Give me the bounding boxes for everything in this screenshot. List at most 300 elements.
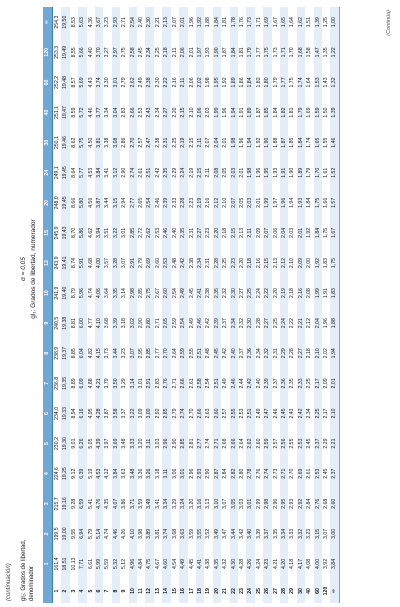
- column-header: 6: [43, 398, 53, 428]
- table-cell: 8,89: [70, 378, 77, 389]
- row-header-cell: 25: [255, 588, 262, 594]
- table-cell: 224,6: [54, 467, 60, 481]
- table-cell: 1,85: [263, 98, 271, 128]
- table-cell: 1,98: [246, 158, 254, 188]
- table-cell: 1,69: [306, 107, 313, 118]
- table-cell: 1,98: [205, 77, 212, 88]
- table-cell: 1,50: [323, 107, 329, 118]
- table-cell: 5,99: [95, 549, 103, 579]
- table-cell: 3,69: [112, 429, 120, 459]
- table-cell: 2,30: [246, 308, 254, 338]
- table-cell: 3,23: [306, 528, 313, 539]
- table-cell: 19,35: [61, 368, 69, 398]
- table-cell: 2,01: [238, 167, 245, 178]
- table-cell: 4,77: [87, 318, 94, 329]
- table-cell: 2,75: [121, 47, 128, 58]
- table-cell: 2,16: [171, 77, 178, 88]
- table-cell: 3,05: [230, 489, 238, 519]
- table-cell: 240,5: [54, 316, 60, 330]
- table-cell: 3,07: [129, 338, 137, 368]
- table-cell: 2,66: [230, 429, 238, 459]
- table-cell: 2,54: [129, 7, 137, 37]
- table-row: [204, 7, 212, 603]
- table-cell: 2,42: [297, 398, 305, 428]
- table-cell: 3,84: [112, 459, 120, 489]
- column-header: 12: [43, 248, 53, 278]
- table-cell: 234,0: [54, 407, 60, 420]
- table-cell: 2,78: [246, 459, 254, 489]
- table-cell: 2,09: [323, 378, 329, 389]
- table-cell: 2,85: [179, 429, 187, 459]
- table-cell: 2,79: [171, 408, 178, 419]
- table-cell: 19,48: [61, 67, 69, 97]
- table-cell: 19,16: [61, 489, 69, 519]
- table-cell: 2,85: [138, 288, 145, 299]
- table-cell: 2,45: [306, 438, 313, 449]
- table-row: [272, 7, 280, 603]
- table-cell: 4,74: [87, 288, 94, 299]
- column-header: 20: [43, 188, 53, 218]
- table-cell: 2,11: [196, 128, 204, 158]
- table-cell: 2,28: [179, 188, 187, 218]
- table-cell: 2,01: [330, 368, 339, 398]
- table-cell: 5,72: [78, 98, 86, 128]
- table-cell: 2,11: [179, 67, 187, 97]
- table-cell: 5,80: [78, 188, 86, 218]
- table-cell: 249,1: [54, 166, 60, 180]
- table-cell: 3,07: [121, 257, 128, 269]
- table-cell: 2,29: [280, 338, 288, 368]
- df-denominator-heading: gl₂: Grados de libertad, denominador: [21, 539, 35, 601]
- table-cell: 1,92: [255, 137, 262, 148]
- table-cell: 1,95: [263, 158, 271, 188]
- table-cell: 2,53: [314, 459, 322, 489]
- table-cell: 2,38: [205, 288, 212, 299]
- table-cell: 2,46: [272, 408, 279, 419]
- table-cell: 2,90: [171, 438, 178, 449]
- table-cell: 2,27: [196, 218, 204, 248]
- continued-note: (continuación): [6, 563, 12, 601]
- row-header-cell: 120: [323, 586, 329, 596]
- table-cell: 2,91: [145, 368, 153, 398]
- table-cell: 3,09: [138, 408, 145, 419]
- table-cell: 5,63: [78, 7, 86, 37]
- table-cell: 1,69: [263, 7, 271, 37]
- table-cell: 3,71: [129, 489, 137, 519]
- table-cell: 1,99: [314, 278, 322, 308]
- table-cell: 4,07: [112, 489, 120, 519]
- table-cell: 252,2: [54, 75, 60, 89]
- row-header-cell: 29: [289, 588, 296, 594]
- table-cell: 4,74: [104, 528, 111, 539]
- table-cell: 2,01: [222, 137, 229, 148]
- table-cell: 2,46: [196, 308, 204, 338]
- table-cell: 3,22: [112, 218, 120, 248]
- row-header-cell: 23: [238, 588, 245, 594]
- table-cell: 2,23: [188, 197, 195, 208]
- table-cell: 2,43: [145, 98, 153, 128]
- table-cell: 2,25: [246, 278, 254, 308]
- table-cell: 2,85: [145, 338, 153, 368]
- table-cell: 2,08: [213, 158, 221, 188]
- table-row: [162, 7, 170, 603]
- table-cell: 1,99: [213, 98, 221, 128]
- table-cell: 2,02: [323, 348, 329, 359]
- table-cell: 1,39: [314, 7, 322, 37]
- table-cell: 2,90: [205, 468, 212, 479]
- column-header: 10: [43, 278, 53, 308]
- row-header-cell: 21: [222, 588, 229, 594]
- table-cell: 1,92: [306, 227, 313, 238]
- row-header-cell: 3: [70, 589, 77, 593]
- table-cell: 1,66: [323, 197, 329, 208]
- table-cell: 1,64: [289, 17, 296, 28]
- table-cell: 8,81: [70, 318, 77, 329]
- table-cell: 2,06: [188, 77, 195, 88]
- table-cell: 2,32: [238, 318, 245, 329]
- table-row: [129, 7, 137, 603]
- table-row: [61, 7, 69, 603]
- table-cell: 2,95: [280, 489, 288, 519]
- table-cell: 2,65: [162, 308, 170, 338]
- table-cell: 2,74: [205, 438, 212, 449]
- table-cell: 2,24: [280, 308, 288, 338]
- table-cell: 3,15: [314, 519, 322, 549]
- table-row: [238, 7, 246, 603]
- table-cell: 241,9: [54, 286, 60, 300]
- table-row: [112, 7, 120, 603]
- table-cell: 2,19: [188, 167, 195, 178]
- table-cell: 4,35: [104, 498, 111, 509]
- table-cell: 1,83: [323, 257, 329, 269]
- row-header-cell: 14: [162, 579, 170, 603]
- table-cell: 3,50: [112, 368, 120, 398]
- table-cell: 1,71: [255, 17, 262, 28]
- table-cell: 2,24: [179, 158, 187, 188]
- table-cell: 2,25: [306, 378, 313, 389]
- table-cell: 1,98: [230, 128, 238, 158]
- table-cell: 2,10: [222, 197, 229, 208]
- table-cell: 3,03: [238, 498, 245, 509]
- column-header: ∞: [43, 7, 53, 37]
- table-cell: 1,91: [323, 288, 329, 299]
- table-cell: 2,44: [238, 378, 245, 389]
- table-cell: 1,95: [213, 67, 221, 97]
- table-cell: 2,32: [263, 338, 271, 368]
- table-cell: 2,54: [145, 188, 153, 218]
- table-cell: 4,26: [246, 549, 254, 579]
- table-cell: 5,14: [95, 519, 103, 549]
- table-cell: 3,48: [129, 459, 137, 489]
- table-cell: 3,34: [104, 107, 111, 118]
- table-cell: 238,9: [54, 346, 60, 360]
- table-cell: 2,34: [230, 308, 238, 338]
- table-cell: 3,51: [104, 227, 111, 238]
- table-row: [87, 7, 95, 603]
- table-cell: 1,93: [272, 167, 279, 178]
- table-cell: 2,31: [205, 257, 212, 269]
- table-cell: 4,21: [95, 368, 103, 398]
- table-cell: 1,46: [330, 128, 339, 158]
- row-header-cell: 24: [246, 579, 254, 603]
- table-cell: 2,39: [162, 188, 170, 218]
- table-cell: 8,62: [70, 137, 77, 148]
- table-cell: 3,38: [104, 137, 111, 148]
- table-cell: 3,08: [112, 128, 120, 158]
- table-cell: 3,15: [112, 188, 120, 218]
- table-cell: 2,79: [138, 257, 145, 269]
- table-cell: 2,18: [162, 37, 170, 67]
- table-cell: 2,76: [162, 368, 170, 398]
- row-header-cell: 28: [280, 579, 288, 603]
- table-row: [120, 7, 128, 603]
- table-cell: 2,98: [129, 278, 137, 308]
- table-cell: 1,68: [297, 37, 305, 67]
- table-cell: 2,68: [323, 498, 329, 509]
- table-cell: 3,23: [121, 348, 128, 359]
- column-header: 40: [43, 98, 53, 128]
- table-cell: 8,70: [70, 227, 77, 238]
- table-cell: 2,27: [263, 308, 271, 338]
- table-cell: 2,42: [222, 348, 229, 359]
- table-cell: 2,92: [154, 408, 161, 419]
- column-header: 30: [43, 128, 53, 158]
- table-cell: 4,76: [95, 489, 103, 519]
- table-cell: 2,03: [205, 107, 212, 118]
- table-cell: 3,68: [171, 528, 178, 539]
- table-cell: 2,61: [138, 167, 145, 178]
- df-numerator-heading: gl₁: Grados de libertad, numerador: [30, 219, 37, 319]
- table-cell: 2,47: [145, 128, 153, 158]
- table-cell: 1,35: [323, 47, 329, 58]
- table-cell: 1,52: [330, 158, 339, 188]
- table-cell: 2,74: [263, 459, 271, 489]
- table-cell: 4,10: [95, 308, 103, 338]
- table-cell: 2,66: [129, 98, 137, 128]
- table-cell: 2,04: [314, 308, 322, 338]
- table-cell: 2,25: [272, 318, 279, 329]
- table-cell: 215,7: [54, 497, 60, 511]
- table-cell: 6,00: [78, 308, 86, 338]
- table-cell: 1,84: [246, 67, 254, 97]
- table-cell: 1,79: [306, 167, 313, 178]
- table-cell: 2,83: [121, 107, 128, 118]
- table-cell: 19,45: [61, 158, 69, 188]
- table-row: [171, 7, 179, 603]
- table-cell: 4,35: [213, 549, 221, 579]
- table-cell: 2,42: [205, 318, 212, 329]
- table-cell: 2,42: [179, 248, 187, 278]
- table-cell: 2,53: [297, 429, 305, 459]
- table-cell: 2,35: [162, 158, 170, 188]
- row-header-cell: 5: [87, 589, 94, 593]
- table-cell: 2,53: [154, 227, 161, 238]
- table-cell: 2,01: [179, 7, 187, 37]
- table-cell: 1,00: [330, 7, 339, 37]
- table-cell: 3,37: [263, 519, 271, 549]
- table-cell: 2,23: [230, 248, 238, 278]
- table-cell: 2,76: [255, 468, 262, 479]
- table-cell: 3,81: [95, 128, 103, 158]
- table-cell: 2,96: [162, 429, 170, 459]
- table-cell: 3,01: [179, 459, 187, 489]
- table-cell: 3,14: [129, 368, 137, 398]
- table-row: [213, 7, 221, 603]
- column-header: 2: [43, 519, 53, 549]
- table-cell: 4,26: [121, 528, 128, 539]
- table-cell: 2,57: [222, 408, 229, 419]
- table-cell: 2,49: [222, 378, 229, 389]
- table-cell: 250,1: [54, 136, 60, 150]
- table-cell: 1,89: [246, 98, 254, 128]
- table-cell: 1,96: [280, 188, 288, 218]
- table-cell: 3,74: [95, 67, 103, 97]
- table-cell: 161,4: [54, 557, 60, 571]
- table-cell: 3,33: [129, 429, 137, 459]
- table-cell: 2,71: [121, 17, 128, 28]
- table-cell: 19,25: [61, 459, 69, 489]
- table-cell: 1,73: [246, 7, 254, 37]
- table-cell: 2,54: [205, 378, 212, 389]
- table-cell: 4,82: [87, 348, 94, 359]
- table-cell: 2,13: [272, 257, 279, 269]
- table-cell: 2,64: [238, 438, 245, 449]
- table-cell: 4,41: [196, 549, 204, 579]
- table-cell: 248,0: [54, 196, 60, 210]
- table-cell: 3,84: [330, 549, 339, 579]
- table-cell: 2,76: [314, 489, 322, 519]
- row-header-cell: 40: [306, 588, 313, 594]
- table-cell: 3,20: [188, 498, 195, 509]
- table-cell: 3,98: [138, 528, 145, 539]
- row-header-cell: 12: [145, 579, 153, 603]
- table-cell: 2,34: [145, 37, 153, 67]
- table-cell: 3,59: [138, 498, 145, 509]
- table-cell: 2,46: [154, 197, 161, 208]
- table-cell: 2,04: [213, 128, 221, 158]
- table-cell: 9,12: [70, 468, 77, 479]
- table-row: [280, 7, 288, 603]
- table-cell: 8,79: [70, 288, 77, 299]
- table-cell: 2,53: [238, 408, 245, 419]
- table-cell: 4,08: [306, 558, 313, 570]
- table-cell: 2,34: [306, 408, 313, 419]
- table-cell: 2,90: [121, 167, 128, 178]
- table-cell: 3,94: [95, 218, 103, 248]
- table-cell: 3,63: [121, 468, 128, 479]
- table-cell: 1,96: [188, 17, 195, 28]
- table-cell: 2,66: [196, 398, 204, 428]
- table-row: [305, 7, 313, 603]
- table-cell: 2,42: [246, 368, 254, 398]
- table-cell: 3,35: [272, 528, 279, 539]
- table-cell: 1,75: [323, 227, 329, 238]
- table-cell: 4,12: [104, 468, 111, 479]
- table-cell: 2,93: [289, 498, 296, 509]
- table-cell: 3,41: [154, 498, 161, 509]
- table-cell: 3,35: [112, 278, 120, 308]
- table-cell: 2,09: [255, 227, 262, 238]
- table-cell: 2,31: [162, 128, 170, 158]
- table-row: [322, 7, 330, 603]
- table-cell: 19,40: [61, 278, 69, 308]
- table-cell: 2,35: [289, 378, 296, 389]
- table-cell: 4,84: [138, 558, 145, 570]
- table-cell: 2,97: [112, 37, 120, 67]
- table-cell: 2,13: [238, 227, 245, 238]
- table-cell: 2,70: [188, 408, 195, 419]
- table-cell: 8,55: [70, 47, 77, 58]
- table-cell: 2,12: [280, 248, 288, 278]
- table-cell: 4,24: [255, 558, 262, 570]
- table-cell: 2,82: [230, 459, 238, 489]
- table-cell: 3,18: [121, 318, 128, 329]
- table-cell: 2,71: [280, 459, 288, 489]
- table-cell: 19,00: [61, 519, 69, 549]
- column-header: 9: [43, 308, 53, 338]
- table-cell: 19,49: [61, 37, 69, 67]
- table-cell: 2,22: [263, 278, 271, 308]
- table-cell: 1,83: [330, 278, 339, 308]
- column-header: 8: [43, 338, 53, 368]
- table-cell: 4,96: [129, 549, 137, 579]
- table-cell: 2,33: [171, 197, 178, 208]
- table-cell: 2,22: [162, 67, 170, 97]
- table-cell: 2,48: [171, 257, 178, 269]
- table-cell: 2,46: [230, 368, 238, 398]
- table-cell: 9,01: [70, 438, 77, 449]
- table-cell: 3,10: [213, 489, 221, 519]
- table-cell: 2,18: [306, 348, 313, 359]
- table-cell: 1,57: [330, 188, 339, 218]
- table-cell: 3,01: [121, 227, 128, 238]
- table-cell: 3,37: [121, 408, 128, 419]
- table-cell: 1,77: [255, 47, 262, 58]
- table-cell: 2,17: [323, 408, 329, 419]
- table-cell: 2,15: [230, 218, 238, 248]
- table-cell: 2,03: [230, 158, 238, 188]
- table-cell: 1,25: [323, 17, 329, 28]
- table-cell: 2,51: [246, 398, 254, 428]
- table-cell: 5,69: [78, 67, 86, 97]
- table-cell: 2,95: [138, 348, 145, 359]
- table-cell: 1,73: [272, 47, 279, 58]
- table-cell: 2,45: [280, 398, 288, 428]
- table-cell: 8,94: [70, 408, 77, 419]
- table-cell: 2,42: [154, 167, 161, 178]
- table-row: [330, 7, 339, 603]
- table-cell: 5,32: [112, 549, 120, 579]
- table-cell: 1,91: [280, 158, 288, 188]
- table-cell: 2,01: [297, 218, 305, 248]
- table-row: [288, 7, 296, 603]
- table-cell: 2,55: [230, 398, 238, 428]
- table-cell: 2,80: [145, 308, 153, 338]
- table-cell: 2,45: [188, 288, 195, 299]
- table-cell: 2,54: [179, 308, 187, 338]
- table-cell: 2,84: [306, 498, 313, 509]
- table-cell: 2,55: [188, 348, 195, 359]
- table-cell: 3,68: [104, 318, 111, 329]
- table-cell: 2,38: [188, 257, 195, 269]
- table-cell: 4,53: [95, 459, 103, 489]
- table-cell: 3,07: [323, 528, 329, 539]
- table-cell: 1,70: [289, 47, 296, 58]
- table-cell: 2,12: [213, 188, 221, 218]
- table-cell: 1,96: [238, 137, 245, 148]
- table-cell: 5,41: [87, 498, 94, 509]
- table-cell: 2,05: [238, 197, 245, 208]
